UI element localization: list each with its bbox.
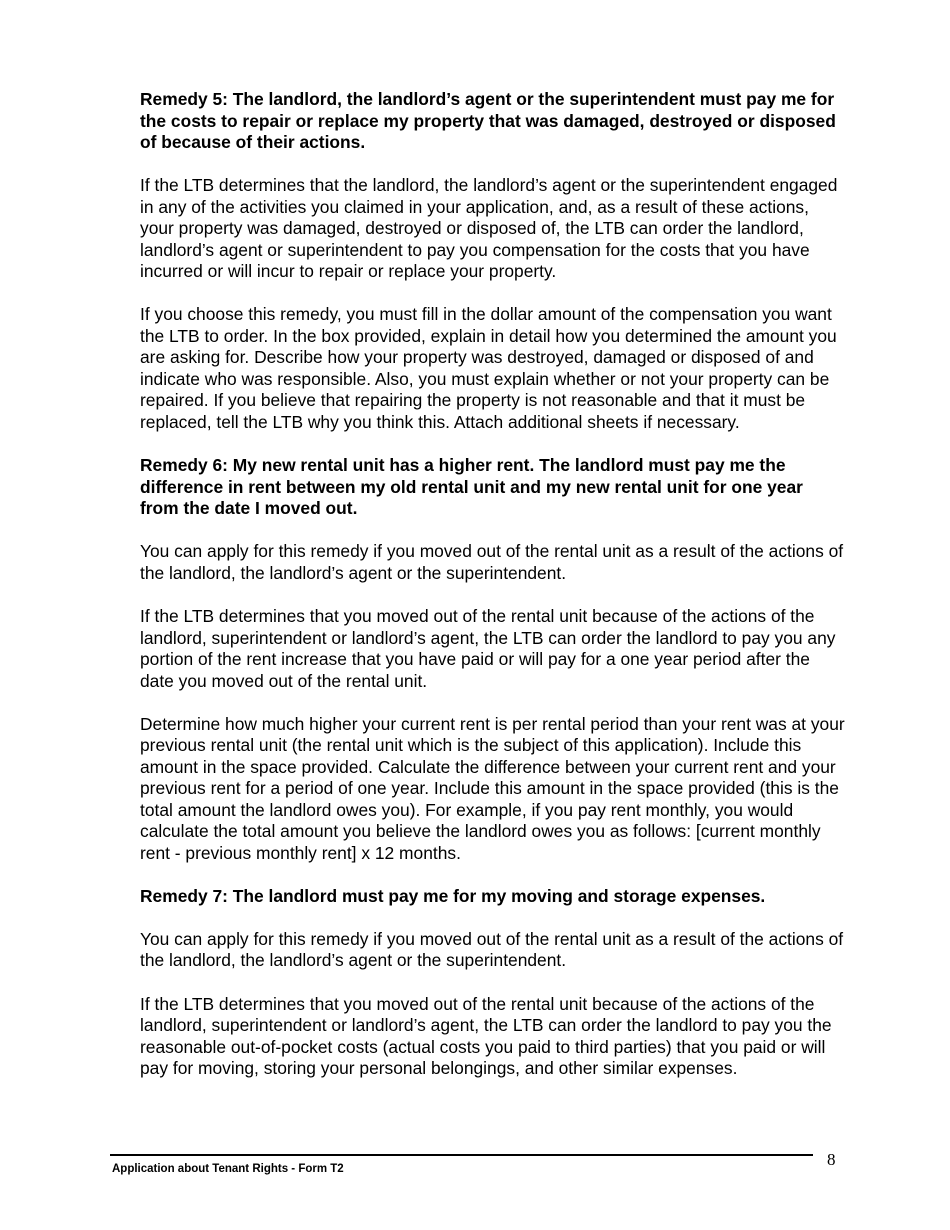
- remedy-7-paragraph-1: You can apply for this remedy if you moved out of the rental unit as a result of the actions of the landlord, the landlord’s agent or the superintendent.: [140, 928, 844, 971]
- remedy-6-paragraph-1: You can apply for this remedy if you moved out of the rental unit as a result of the actions of the landlord, the landlord’s agent or the superintendent.: [140, 541, 844, 583]
- remedy-5-paragraph-2: If you choose this remedy, you must fill in the dollar amount of the compensation you want the LTB to order. In the box provided, explain in detail how you determined the amount you are asking for. Describe how your property was destroyed, damaged or disposed of and indicate who was responsible. Also, you must explain whether or not your property can be repaired. If you believe that repairing the property is not reasonable and that it must be replaced, tell the LTB why you think this. Attach additional sheets if necessary.: [140, 304, 837, 432]
- document-body: [140, 89, 845, 1101]
- remedy-5-heading: Remedy 5: The landlord, the landlord’s agent or the superintendent must pay me for the costs to repair or replace my property that was damaged, destroyed or disposed of because of their actions.: [140, 89, 836, 153]
- remedy-6-paragraph-3: Determine how much higher your current rent is per rental period than your rent was at your previous rental unit (the rental unit which is the subject of this application). Include this amount in the space provided. Calculate the difference between your current rent and your previous rent for a period of one year. Include this amount in the space provided (this is the total amount the landlord owes you). For example, if you pay rent monthly, you would calculate the total amount you believe the landlord owes you as follows: [current monthly rent - previous monthly rent] x 12 months.: [140, 713, 845, 863]
- section-remedy-7: [140, 886, 845, 1080]
- remedy-6-heading: Remedy 6: My new rental unit has a higher rent. The landlord must pay me the difference in rent between my old rental unit and my new rental unit for one year from the date I moved out.: [140, 455, 803, 519]
- section-remedy-6: [140, 455, 845, 864]
- remedy-5-paragraph-1: If the LTB determines that the landlord, the landlord’s agent or the superintendent engaged in any of the activities you claimed in your application, and, as a result of these actions, your property was damaged, destroyed or disposed of, the LTB can order the landlord, landlord’s agent or superintendent to pay you compensation for the costs that you have incurred or will incur to repair or replace your property.: [140, 175, 838, 282]
- page-number: 8: [827, 1150, 836, 1169]
- remedy-6-paragraph-2: If the LTB determines that you moved out of the rental unit because of the actions of the landlord, superintendent or landlord’s agent, the LTB can order the landlord to pay you any portion of the rent increase that you have paid or will pay for a one year period after the date you moved out of the rental unit.: [140, 606, 836, 691]
- footer-divider: [110, 1154, 813, 1156]
- remedy-7-paragraph-2: If the LTB determines that you moved out of the rental unit because of the actions of the landlord, superintendent or landlord’s agent, the LTB can order the landlord to pay you the reasonable out-of-pocket costs (actual costs you paid to third parties) that you paid or will pay for moving, storing your personal belongings, and other similar expenses.: [140, 993, 832, 1078]
- section-remedy-5: [140, 89, 845, 433]
- remedy-7-heading: Remedy 7: The landlord must pay me for my moving and storage expenses.: [140, 885, 766, 906]
- footer-form-title: Application about Tenant Rights - Form T2: [112, 1163, 344, 1175]
